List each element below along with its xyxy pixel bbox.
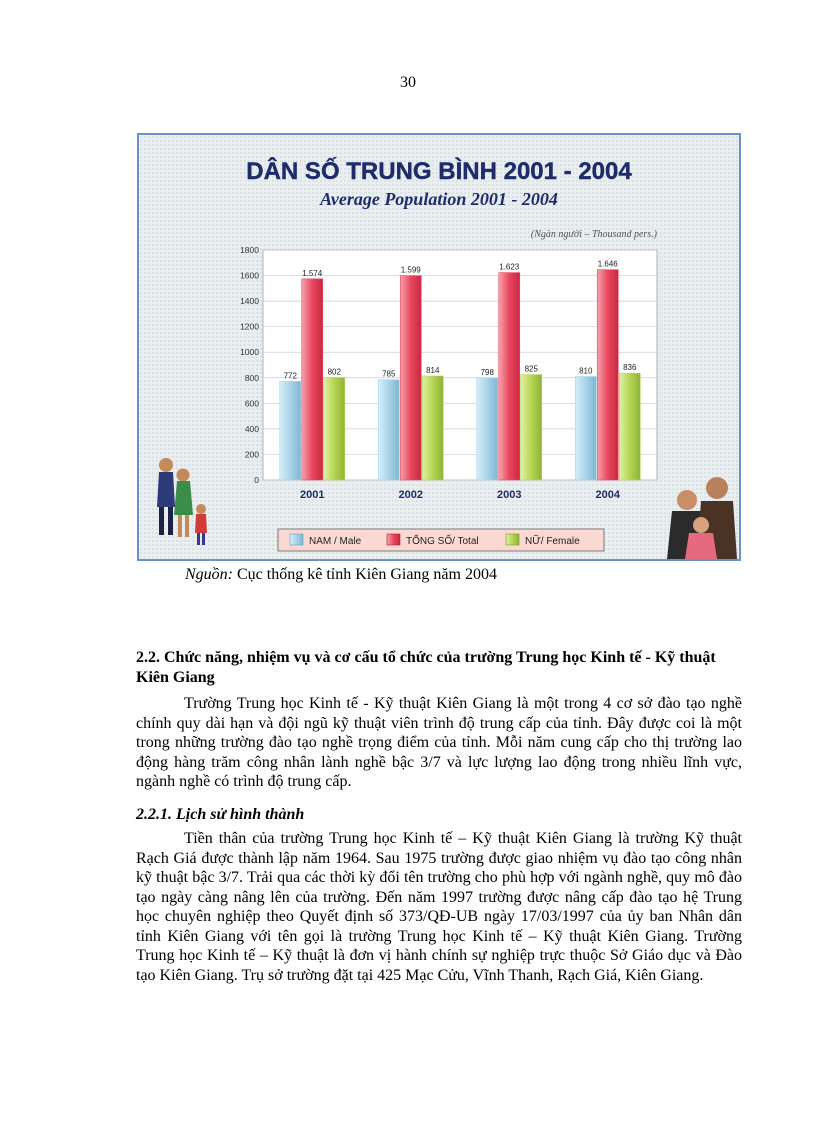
legend-label-male: NAM / Male <box>309 536 362 547</box>
legend-swatch-total <box>387 534 400 545</box>
bar-value-label: 1.599 <box>400 265 421 275</box>
paragraph-1: Trường Trung học Kinh tế - Kỹ thuật Kiên Giang là một trong 4 cơ sở đào tạo nghề chính quy dài hạn và đội ngũ kỹ thuật viên trình độ trung cấp của tỉnh. Đây được coi là một trong những trường đào tạo nghề trọng điểm của tỉnh. Mỗi năm cung cấp cho thị trường lao động hàng trăm công nhân lành nghề bậc 3/7 và lực lượng lao động trong nhiều lĩnh vực, ngành nghề có trình độ trung cấp. <box>136 695 742 790</box>
x-tick-label: 2003 <box>497 489 522 501</box>
family-illustration <box>157 458 207 545</box>
x-tick-label: 2001 <box>300 489 325 501</box>
y-tick-label: 1800 <box>240 245 259 255</box>
bar-2001-s0 <box>280 381 301 480</box>
bar-value-label: 825 <box>524 364 538 374</box>
legend-label-total: TỔNG SỐ/ Total <box>406 536 479 547</box>
y-tick-label: 200 <box>244 449 259 460</box>
bar-2002-s0 <box>378 380 399 480</box>
chart-title: DÂN SỐ TRUNG BÌNH 2001 - 2004 <box>246 158 632 185</box>
y-tick-label: 0 <box>254 475 259 485</box>
bar-2004-s2 <box>619 373 640 480</box>
bar-value-label: 1.623 <box>499 262 520 272</box>
bar-value-label: 785 <box>382 369 396 379</box>
chart-legend <box>278 529 604 551</box>
x-tick-label: 2004 <box>595 489 620 501</box>
y-tick-label: 1600 <box>240 270 259 281</box>
figure-source <box>185 566 497 584</box>
chart-subtitle: Average Population 2001 - 2004 <box>320 189 558 209</box>
bar-2003-s1 <box>499 273 520 480</box>
bar-2001-s2 <box>324 378 345 480</box>
bar-value-label: 772 <box>283 371 297 381</box>
legend-swatch-male <box>290 534 303 545</box>
bar-value-label: 1.646 <box>597 259 618 269</box>
bar-2001-s1 <box>302 279 323 480</box>
bar-2002-s2 <box>422 376 443 480</box>
bar-value-label: 802 <box>327 367 341 377</box>
page-number: 30 <box>400 74 416 91</box>
bar-2004-s1 <box>597 270 618 480</box>
x-axis-labels <box>300 489 621 501</box>
population-chart-figure <box>137 133 741 561</box>
y-tick-label: 1200 <box>240 321 259 332</box>
source-label: Nguồn: <box>185 566 233 583</box>
bar-2003-s0 <box>477 378 498 480</box>
paragraph-2: Tiền thân của trường Trung học Kinh tế – Kỹ thuật Kiên Giang là trường Kỹ thuật Rạch Giá được thành lập năm 1964. Sau 1975 trường được giao nhiệm vụ đào tạo công nhân kỹ thuật bậc 3/7. Trải qua các thời kỳ đổi tên trường cho phù hợp với ngành nghề, quy mô đào tạo ngày càng nâng lên của trường. Đến năm 1997 trường được nâng cấp đào tạo hệ Trung học chuyên nghiệp theo Quyết định số 373/QĐ-UB ngày 17/03/1997 của ủy ban Nhân dân tỉnh Kiên Giang với tên gọi là trường Trung học Kinh tế – Kỹ thuật Kiên Giang. Trường Trung học Kinh tế – Kỹ thuật là đơn vị hành chính sự nghiệp trực thuộc Sở Giáo dục và Đào tạo Kiên Giang. Trụ sở trường đặt tại 425 Mạc Cửu, Vĩnh Thanh, Rạch Giá, Kiên Giang. <box>136 830 742 984</box>
y-tick-label: 400 <box>244 423 259 434</box>
y-tick-label: 800 <box>244 372 259 383</box>
bar-value-label: 810 <box>579 366 593 376</box>
x-tick-label: 2002 <box>398 489 423 501</box>
bar-value-label: 836 <box>623 363 637 373</box>
bar-2003-s2 <box>521 375 542 480</box>
bar-value-label: 798 <box>480 368 494 378</box>
population-chart <box>139 135 739 559</box>
y-tick-label: 600 <box>244 398 259 409</box>
y-axis-ticks <box>240 245 259 485</box>
bar-2004-s0 <box>575 377 596 481</box>
chart-unit-note: (Ngàn người – Thousand pers.) <box>530 229 657 240</box>
y-tick-label: 1400 <box>240 296 259 307</box>
legend-label-female: NỮ/ Female <box>525 536 580 547</box>
legend-swatch-female <box>506 534 519 545</box>
subsection-heading: 2.2.1. Lịch sử hình thành <box>136 806 305 823</box>
y-tick-label: 1000 <box>240 347 259 358</box>
bar-value-label: 814 <box>426 365 440 375</box>
bar-value-label: 1.574 <box>302 268 323 278</box>
family-portrait <box>667 477 737 559</box>
section-heading: 2.2. Chức năng, nhiệm vụ và cơ cấu tổ chức của trường Trung học Kinh tế - Kỹ thuật Kiên Giang <box>136 649 716 686</box>
bar-2002-s1 <box>400 276 421 480</box>
source-text: Cục thống kê tỉnh Kiên Giang năm 2004 <box>233 566 497 583</box>
